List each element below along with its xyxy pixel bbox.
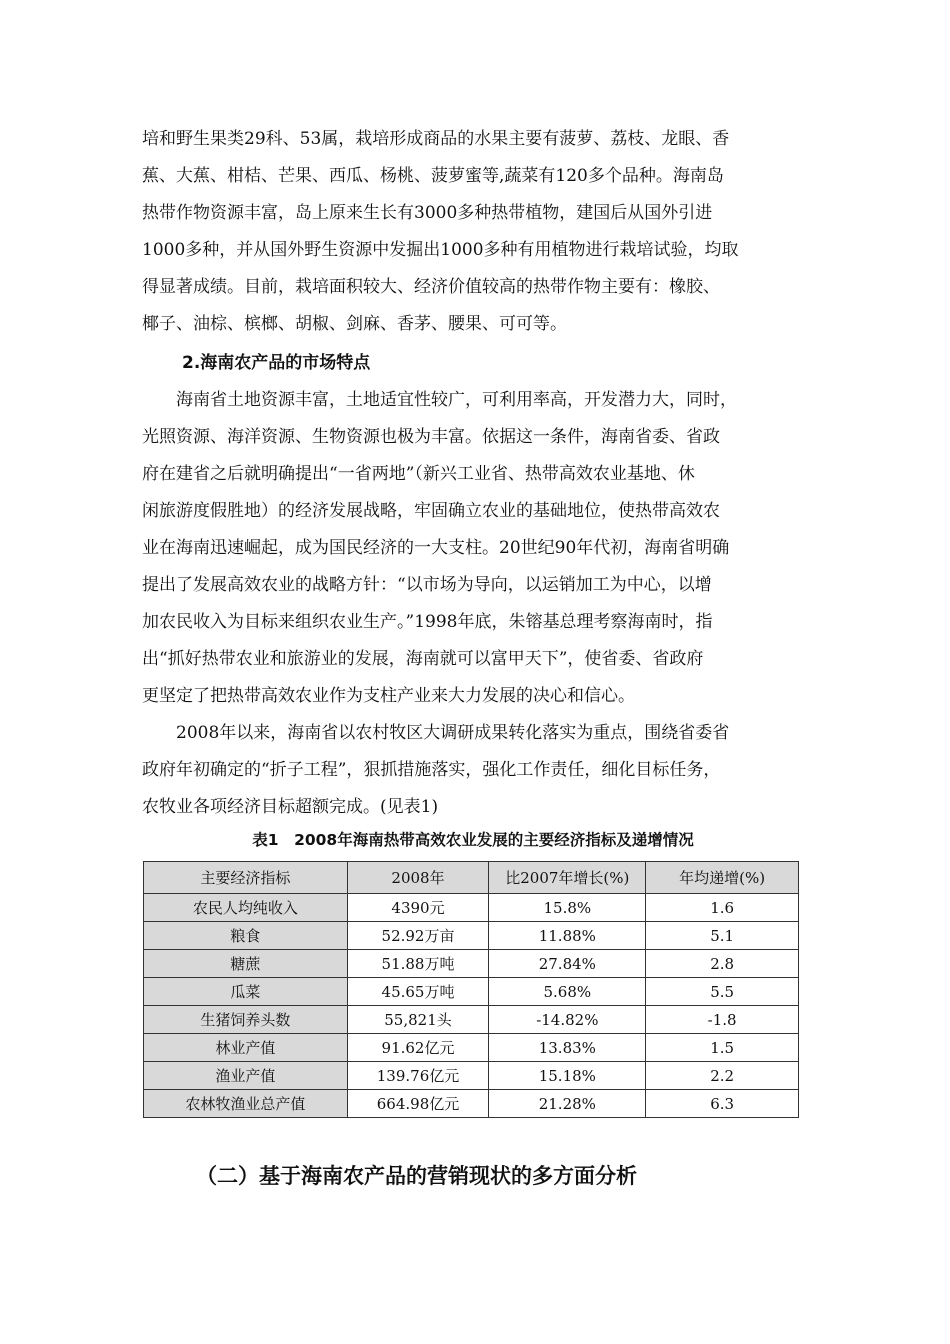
annual-growth-cell: 5.5 [646,978,799,1006]
text-line: 提出了发展高效农业的战略方针：“以市场为导向，以运销加工为中心，以增 [142,575,712,595]
table-header-row [144,862,799,894]
text-line: 闲旅游度假胜地）的经济发展战略，牢固确立农业的基础地位，使热带高效农 [142,501,720,521]
annual-growth-cell: 6.3 [646,1090,799,1118]
value-2008-cell: 91.62亿元 [347,1034,489,1062]
table-row [144,1034,799,1062]
indicator-cell: 渔业产值 [144,1062,348,1090]
paragraph-2008-results [142,715,804,826]
indicator-cell: 生猪饲养头数 [144,1006,348,1034]
table-row [144,1090,799,1118]
indicator-cell: 瓜菜 [144,978,348,1006]
column-header: 年均递增(%) [646,862,799,894]
value-2008-cell: 55,821头 [347,1006,489,1034]
annual-growth-cell: 2.8 [646,950,799,978]
column-header: 比2007年增长(%) [489,862,646,894]
value-2008-cell: 45.65万吨 [347,978,489,1006]
value-2008-cell: 664.98亿元 [347,1090,489,1118]
text-line: 海南省土地资源丰富，土地适宜性较广，可利用率高，开发潜力大，同时， [142,390,737,410]
growth-cell: 11.88% [489,922,646,950]
table-row [144,950,799,978]
table-row [144,1006,799,1034]
text-line: 光照资源、海洋资源、生物资源也极为丰富。依据这一条件，海南省委、省政 [142,427,720,447]
text-line: 2008年以来，海南省以农村牧区大调研成果转化落实为重点，围绕省委省 [142,723,730,743]
indicator-cell: 粮食 [144,922,348,950]
text-line: 府在建省之后就明确提出“一省两地”（新兴工业省、热带高效农业基地、休 [142,464,695,484]
growth-cell: 15.8% [489,894,646,922]
subheading-market-features: 2.海南农产品的市场特点 [182,353,371,373]
growth-cell: -14.82% [489,1006,646,1034]
text-line: 培和野生果类29科、53属，栽培形成商品的水果主要有菠萝、荔枝、龙眼、香 [142,129,730,149]
growth-cell: 13.83% [489,1034,646,1062]
annual-growth-cell: 1.5 [646,1034,799,1062]
text-line: 业在海南迅速崛起，成为国民经济的一大支柱。20世纪90年代初，海南省明确 [142,538,730,558]
economic-indicators-table [143,861,799,1118]
section-title: （二）基于海南农产品的营销现状的多方面分析 [196,1164,637,1188]
text-line: 更坚定了把热带高效农业作为支柱产业来大力发展的决心和信心。 [142,686,635,706]
indicator-cell: 农林牧渔业总产值 [144,1090,348,1118]
text-line: 椰子、油棕、槟榔、胡椒、剑麻、香茅、腰果、可可等。 [142,314,567,334]
annual-growth-cell: 5.1 [646,922,799,950]
indicator-cell: 林业产值 [144,1034,348,1062]
text-line: 政府年初确定的“折子工程”，狠抓措施落实，强化工作责任，细化目标任务， [142,760,721,780]
paragraph-market-features [142,382,804,715]
table-caption: 表1 2008年海南热带高效农业发展的主要经济指标及递增情况 [252,831,694,849]
table-row [144,978,799,1006]
growth-cell: 21.28% [489,1090,646,1118]
text-line: 加农民收入为目标来组织农业生产。”1998年底，朱镕基总理考察海南时，指 [142,612,713,632]
annual-growth-cell: -1.8 [646,1006,799,1034]
growth-cell: 27.84% [489,950,646,978]
indicator-cell: 糖蔗 [144,950,348,978]
text-line: 出“抓好热带农业和旅游业的发展，海南就可以富甲天下”，使省委、省政府 [142,649,704,669]
text-line: 1000多种，并从国外野生资源中发掘出1000多种有用植物进行栽培试验，均取 [142,240,739,260]
value-2008-cell: 52.92万亩 [347,922,489,950]
table-row [144,1062,799,1090]
annual-growth-cell: 1.6 [646,894,799,922]
table-row [144,922,799,950]
text-line: 农牧业各项经济目标超额完成。(见表1) [142,797,439,817]
column-header: 2008年 [347,862,489,894]
text-line: 得显著成绩。目前，栽培面积较大、经济价值较高的热带作物主要有：橡胶、 [142,277,720,297]
value-2008-cell: 139.76亿元 [347,1062,489,1090]
text-line: 蕉、大蕉、柑桔、芒果、西瓜、杨桃、菠萝蜜等,蔬菜有120多个品种。海南岛 [142,166,724,186]
annual-growth-cell: 2.2 [646,1062,799,1090]
paragraph-fruit-crops [142,121,804,343]
column-header: 主要经济指标 [144,862,348,894]
table-row [144,894,799,922]
text-line: 热带作物资源丰富，岛上原来生长有3000多种热带植物，建国后从国外引进 [142,203,713,223]
value-2008-cell: 4390元 [347,894,489,922]
growth-cell: 15.18% [489,1062,646,1090]
indicator-cell: 农民人均纯收入 [144,894,348,922]
growth-cell: 5.68% [489,978,646,1006]
value-2008-cell: 51.88万吨 [347,950,489,978]
